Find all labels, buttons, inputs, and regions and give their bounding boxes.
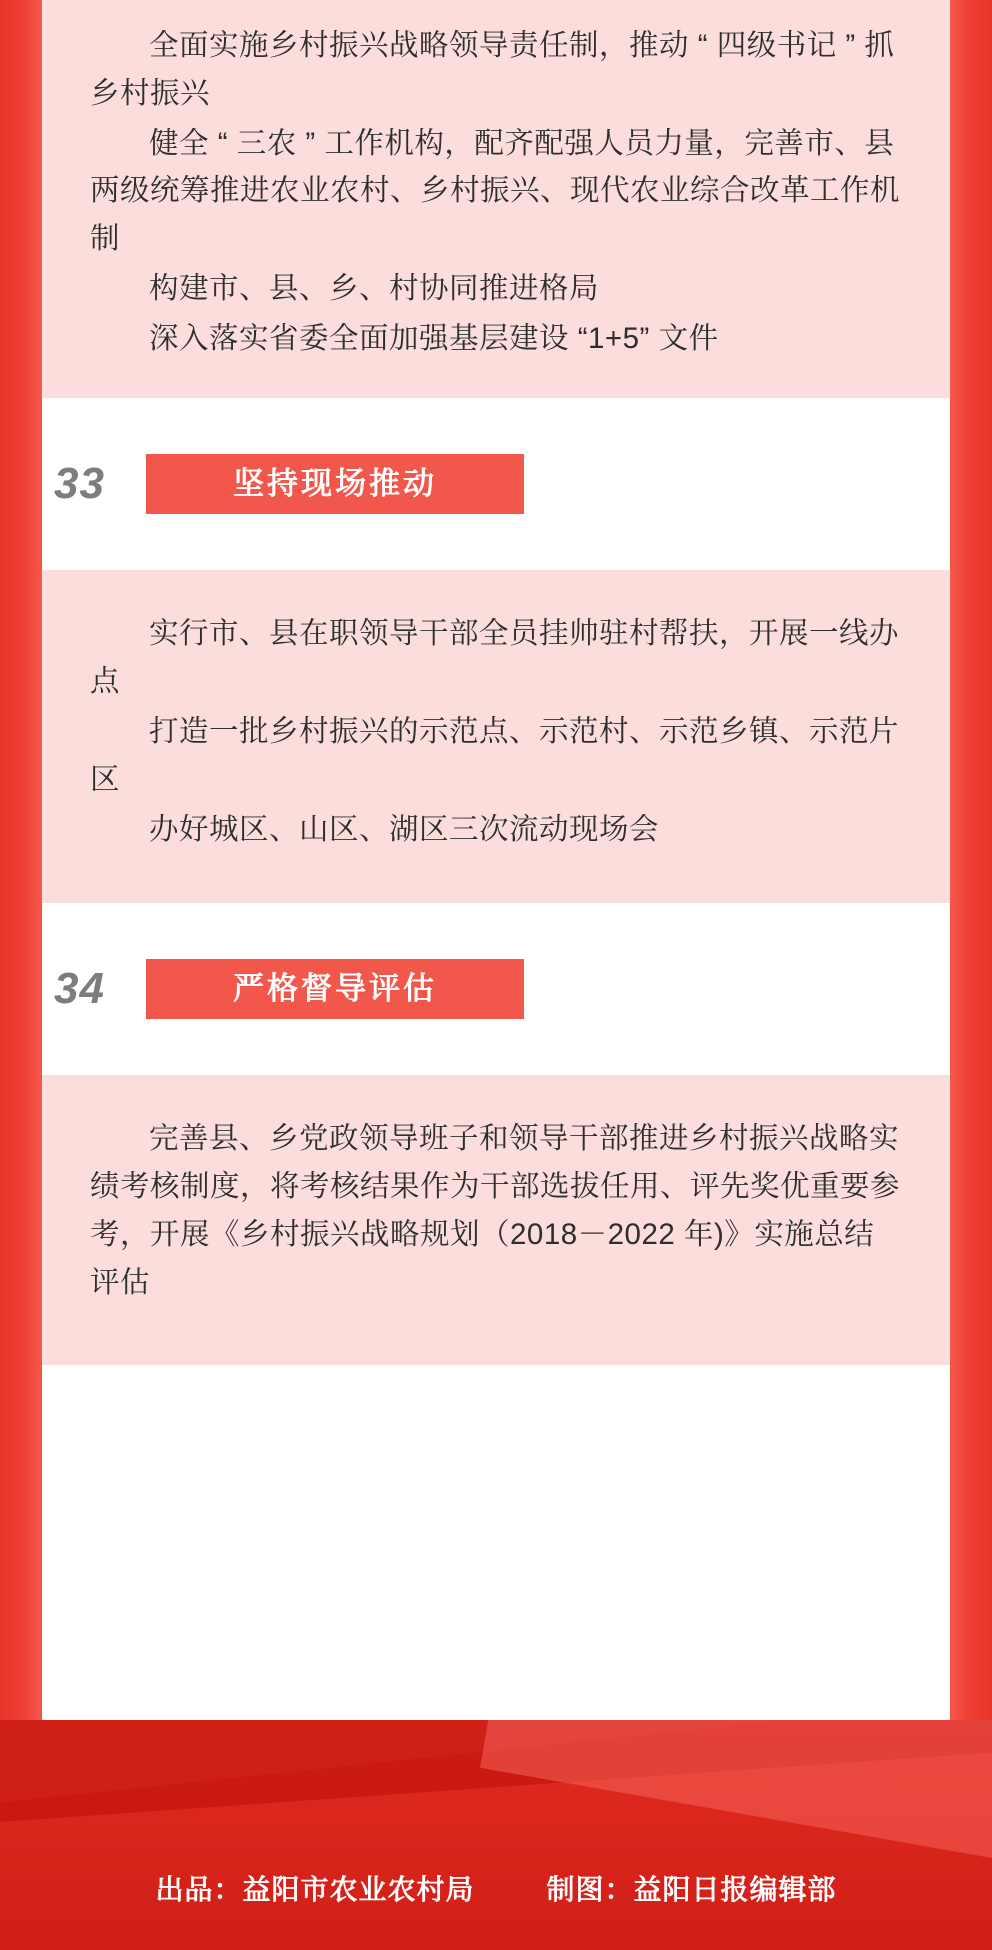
footer-designer-label: 制图： — [546, 1874, 634, 1905]
footer-designer-value: 益阳日报编辑部 — [633, 1874, 837, 1905]
footer-decor-sweep-3 — [480, 1720, 992, 1889]
section-number: 34 — [54, 964, 105, 1014]
card-leadership — [42, 0, 950, 398]
left-red-rail — [0, 0, 42, 1780]
footer-credits — [0, 1868, 992, 1908]
section-title-badge: 坚持现场推动 — [146, 454, 524, 514]
paragraph: 构建市、县、乡、村协同推进格局 — [149, 271, 600, 305]
footer-producer-value: 益阳市农业农村局 — [242, 1874, 475, 1905]
card-evaluation — [42, 1075, 950, 1364]
section-title-badge: 严格督导评估 — [146, 959, 524, 1019]
footer-banner — [0, 1720, 992, 1950]
paragraph: 打造一批乡村振兴的示范点、示范村、示范乡镇、示范片区 — [90, 715, 900, 796]
card-on-site — [42, 570, 950, 903]
footer-designer — [547, 1868, 837, 1908]
paragraph: 深入落实省委全面加强基层建设 “1+5” 文件 — [149, 321, 719, 355]
paragraph: 完善县、乡党政领导班子和领导干部推进乡村振兴战略实绩考核制度，将考核结果作为干部选拔任用、评先奖优重要参考，开展《乡村振兴战略规划（2018－2022 年)》实施总结评估 — [90, 1122, 901, 1299]
footer-producer-label: 出品： — [155, 1874, 243, 1905]
paragraph: 健全 “ 三农 ” 工作机构，配齐配强人员力量，完善市、县两级统筹推进农业农村、乡村振兴、现代农业综合改革工作机制 — [90, 126, 901, 256]
footer-producer — [155, 1868, 474, 1908]
section-33 — [42, 398, 950, 570]
paragraph: 全面实施乡村振兴战略领导责任制，推动 “ 四级书记 ” 抓乡村振兴 — [90, 29, 895, 110]
section-34 — [42, 903, 950, 1075]
content-column — [42, 0, 950, 1365]
right-red-rail — [950, 0, 992, 1780]
paragraph: 办好城区、山区、湖区三次流动现场会 — [149, 812, 660, 846]
paragraph: 实行市、县在职领导干部全员挂帅驻村帮扶，开展一线办点 — [90, 617, 900, 699]
section-number: 33 — [54, 459, 105, 509]
